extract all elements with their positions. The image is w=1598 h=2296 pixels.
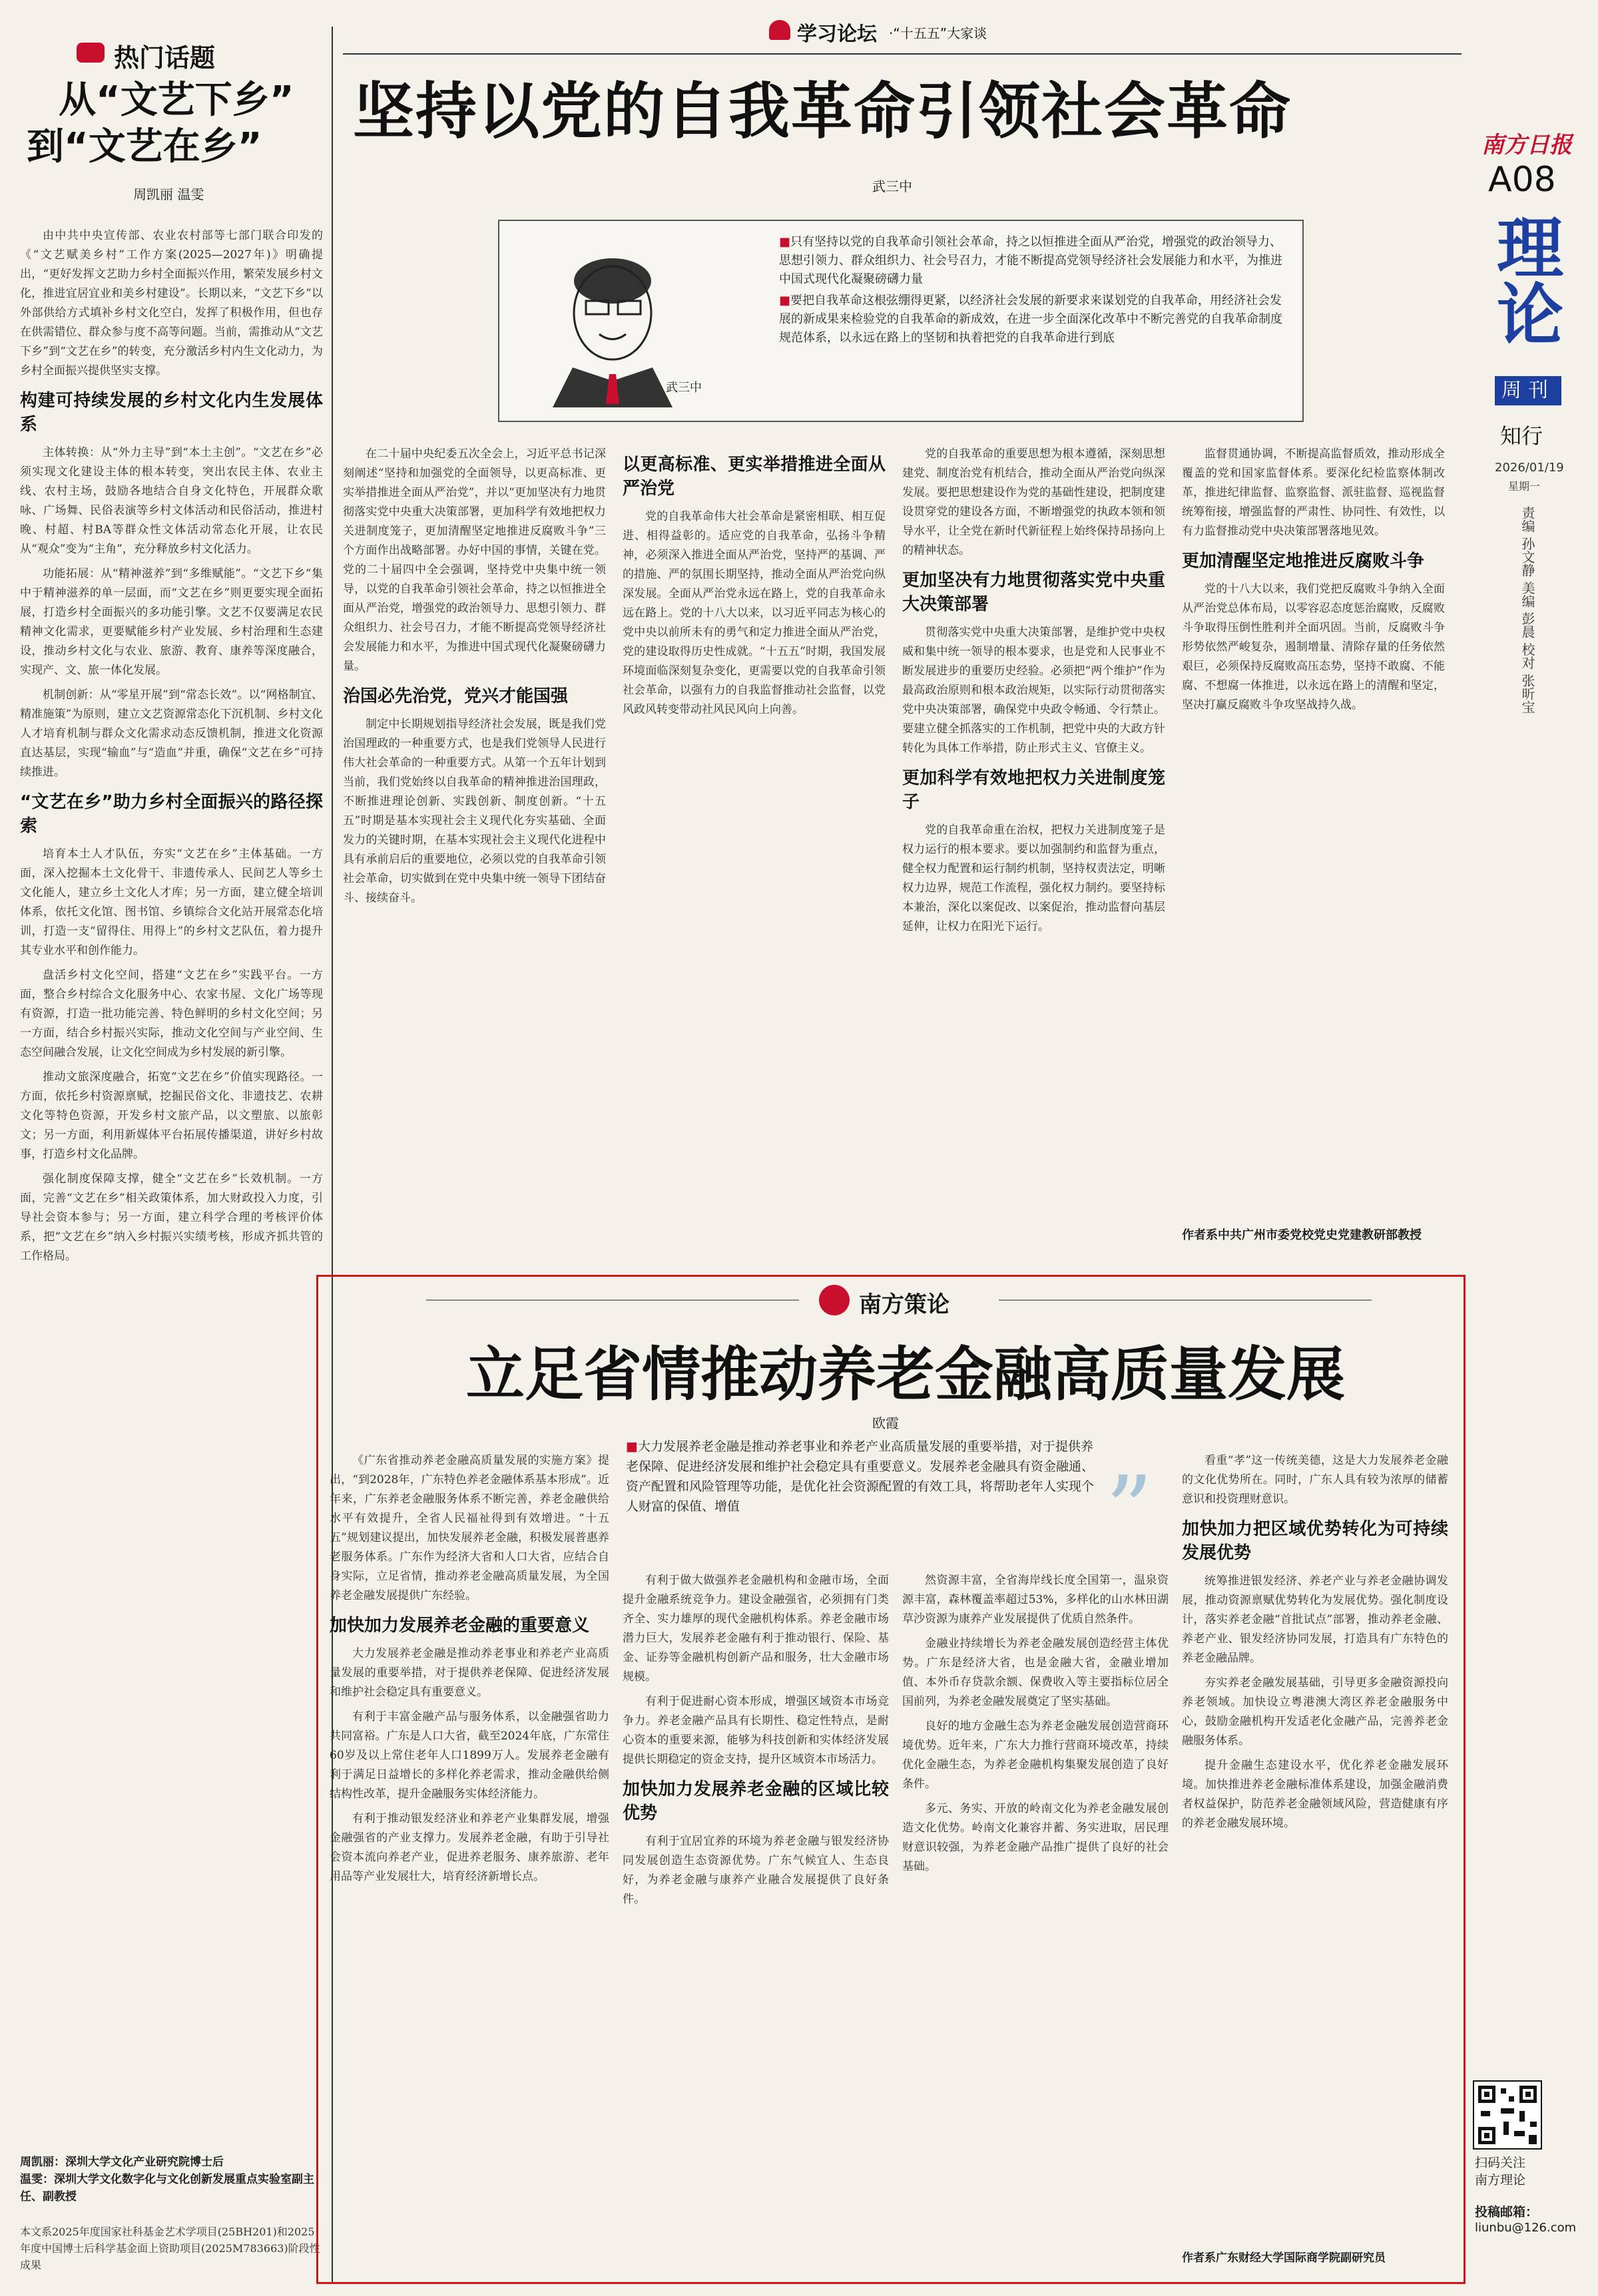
hot-topic-authors: 周凯丽 温雯 [133, 186, 204, 202]
portrait-caption: 武三中 [666, 381, 702, 395]
people-icon [769, 20, 790, 40]
issue-weekday: 星期一 [1508, 480, 1541, 493]
header-rule [343, 53, 1462, 55]
main-article-title: 坚持以党的自我革命引领社会革命 [353, 76, 1292, 147]
policy-title: 立足省情推动养老金融高质量发展 [465, 1340, 1345, 1409]
theme-label: 知行 [1500, 423, 1543, 449]
forum-column-tag: 学习论坛 ·“十五五”大家谈 [769, 17, 1075, 44]
hot-topic-sub1: 构建可持续发展的乡村文化内生发展体系 [20, 391, 323, 435]
weekly-label: 周刊 [1495, 376, 1561, 405]
main-col-1: 在二十届中央纪委五次全会上，习近平总书记深刻阐述“坚持和加强党的全面领导，以更高标准、更实举措推进全面从严治党”，并以“更加坚决有力地贯彻落实党中央重大决策部署，更加科学有效地把权力关进制度笼子，更加清醒坚定地推进反腐败斗争”三个方面作出战略部署。办好中国的事情，关键在党。党的二十届四中全会强调，坚持党中央集中统一领导，以党的自我革命引领社会革命，持之以恒推进全面从严治党，增强党的政治领导力、思想引领力、群众组织力、社会号召力，才能不断提高党领导经济社会发展能力和水平，为推进中国式现代化凝聚磅礴力量。 治国必先治党，党兴才能国强 制定中长期规划指导经济社会发展，既是我们党治国理政的一种重要方式，也是我们党领导人民进行伟大社会革命的一种重要方式。从第一个五年计划到当前，我们党始终以自我革命的精神推进治国理政，不断推进理论创新、实践创新、制度创新。“十五五”时期是基本实现社会主义现代化夯实基础、全面发力的关键时期，在基本实现社会主义现代化进程中具有承前启后的重要地位，必须以党的自我革命引领社会革命，切实做到在党中央集中统一领导下团结奋斗、接续奋斗。 [343, 447, 606, 905]
policy-tag-rule-left [426, 1299, 799, 1301]
policy-tag: 南方策论 [819, 1283, 1019, 1317]
issue-date: 2026/01/19 [1495, 461, 1564, 475]
policy-author: 欧霞 [872, 1415, 899, 1431]
page-number: A08 [1488, 160, 1556, 200]
policy-tag-rule-right [999, 1299, 1372, 1301]
qr-code[interactable] [1473, 2080, 1542, 2150]
main-author-note: 作者系中共广州市委党校党史党建教研部教授 [1182, 1228, 1422, 1242]
policy-summary: ■大力发展养老金融是推动养老事业和养老产业高质量发展的重要举措，对于提供养老保障、促进经济发展和维护社会稳定具有重要意义。发展养老金融具有资金融通、资产配置和风险管理等功能，是优化社会资源配置的有效工具，将帮助老年人实现个人财富的保值、增值 [626, 1439, 1095, 1514]
hot-topic-label: 热门话题 [114, 43, 216, 73]
policy-col-3: 然资源丰富，全省海岸线长度全国第一，温泉资源丰富，森林覆盖率超过53%，多样化的山水林田湖草沙资源为康养产业发展提供了优质自然条件。 金融业持续增长为养老金融发展创造经营主体优势。广东是经济大省，也是金融大省，金融业增加值、本外币存贷款余额、保费收入等主要指标位居全国前列，为养老金融发展奠定了坚实基础。 良好的地方金融生态为养老金融发展创造营商环境优势。近年来，广东大力推行营商环境改革，持续优化金融生态，为养老金融机构集聚发展创造了良好条件。 多元、务实、开放的岭南文化为养老金融发展创造文化优势。岭南文化兼容并蓄、务实进取，居民理财意识较强，为养老金融产品推广提供了良好的社会基础。 [902, 1574, 1169, 1873]
policy-author-note: 作者系广东财经大学国际商学院副研究员 [1182, 2251, 1386, 2265]
hot-topic-sub2: “文艺在乡”助力乡村全面振兴的路径探索 [20, 792, 323, 836]
hot-topic-funding: 本文系2025年度国家社科基金艺术学项目(25BH201)和2025年度中国博士后科学基金面上资助项目(2025M783663)阶段性成果 [20, 2225, 320, 2271]
email-address[interactable]: liunbu@126.com [1475, 2221, 1577, 2235]
hot-topic-author-note: 周凯丽：深圳大学文化产业研究院博士后 温雯：深圳大学文化数字化与文化创新发展重点实验室副主任、副教授 [20, 2156, 314, 2203]
hot-topic-body: 由中共中央宣传部、农业农村部等七部门联合印发的《“文艺赋美乡村”工作方案(2025—2027年)》明确提出，“更好发挥文艺助力乡村全面振兴作用，繁荣发展乡村文化，推进宜居宜业和美乡村建设”。长期以来，“文艺下乡”以外部供给方式填补乡村文化空白，发挥了积极作用，但也存在供需错位、群众参与度不高等问题。当前，需推动从“文艺下乡”到“文艺在乡”的转变，充分激活乡村内生文化动力，为乡村全面振兴提供坚实支撑。 构建可持续发展的乡村文化内生发展体系 主体转换：从“外力主导”到“本土主创”。“文艺在乡”必须实现文化建设主体的根本转变，突出农民主体、农业主线、农村主场，鼓励各地结合自身文化特色，开展群众歌咏、广场舞、民俗表演等乡村文体活动和民俗活动，推进村晚、村超、村BA等群众性文体活动常态化开展，让农民从“观众”变为“主角”，充分释放乡村文化活力。 功能拓展：从“精神滋养”到“多维赋能”。“文艺下乡”集中于精神滋养的单一层面，而“文艺在乡”则更要实现全面拓展，打造乡村全面振兴的多功能引擎。文艺不仅要满足农民精神文化需求，更要赋能乡村产业发展、乡村治理和生态建设，推动乡村文化与农业、旅游、教育、康养等深度融合，实现产、文、旅一体化发展。 机制创新：从“零星开展”到“常态长效”。以“网格制宜、精准施策”为原则，建立文艺资源常态化下沉机制、乡村文化人才培育机制与群众文化需求动态反馈机制，推进文化资源直达基层，实现“输血”与“造血”并重，确保“文艺在乡”可持续推进。 “文艺在乡”助力乡村全面振兴的路径探索 培育本土人才队伍，夯实“文艺在乡”主体基础。一方面，深入挖掘本土文化骨干、非遗传承人、民间艺人等乡土文化能人，建立乡土文化人才库；另一方面，建立健全培训体系，依托文化馆、图书馆、乡镇综合文化站开展常态化培训，打造一支“留得住、用得上”的乡村文艺队伍，着力提升其专业水平和创作能力。 盘活乡村文化空间，搭建“文艺在乡”实践平台。一方面，整合乡村综合文化服务中心、农家书屋、文化广场等现有资源，打造一批功能完善、特色鲜明的乡村文化空间；另一方面，结合乡村振兴实际，推动文化空间与产业空间、生态空间融合发展，让文化空间成为乡村发展的新引擎。 推动文旅深度融合，拓宽“文艺在乡”价值实现路径。一方面，依托乡村资源禀赋，挖掘民俗文化、非遗技艺、农耕文化等特色资源，开发乡村文旅产品，以文塑旅、以旅彰文；另一方面，利用新媒体平台拓展传播渠道，讲好乡村故事，打造乡村文化品牌。 强化制度保障支撑，健全“文艺在乡”长效机制。一方面，完善“文艺在乡”相关政策体系，加大财政投入力度，引导社会资本参与；另一方面，建立科学合理的考核评价体系，把“文艺在乡”纳入乡村振兴实绩考核，形成齐抓共管的工作格局。 [20, 229, 323, 1263]
newspaper-logo: 南方日报 [1481, 132, 1572, 158]
summary-box [498, 220, 1304, 422]
summary-text: ■只有坚持以党的自我革命引领社会革命，持之以恒推进全面从严治党，增强党的政治领导力、思想引领力、群众组织力、社会号召力，才能不断提高党领导经济社会发展能力和水平，为推进中国式现代化凝聚磅礴力量 ■要把自我革命这根弦绷得更紧，以经济社会发展的新要求来谋划党的自我革命，用经济社会发展的新成果来检验党的自我革命的新成效，在进一步全面深化改革中不断完善党的自我革命制度规范体系，以永远在路上的坚韧和执着把党的自我革命进行到底 [779, 235, 1282, 345]
main-article-author: 武三中 [872, 178, 912, 194]
qr-caption: 扫码关注 南方理论 [1475, 2156, 1526, 2187]
speech-bubble-icon [77, 43, 105, 63]
main-col-3: 党的自我革命的重要思想为根本遵循，深刻思想建党、制度治党有机结合，推动全面从严治党向纵深发展。要把思想建设作为党的基础性建设，把制度建设贯穿党的建设各方面，不断增强党的执政本领和领导水平，让全党在新时代新征程上始终保持昂扬向上的精神状态。 更加坚决有力地贯彻落实党中央重大决策部署 贯彻落实党中央重大决策部署，是维护党中央权威和集中统一领导的根本要求，也是党和人民事业不断发展进步的重要历史经验。必须把“两个维护”作为最高政治原则和根本政治规矩，以实际行动贯彻落实党中央决策部署，确保党中央政令畅通、令行禁止。要建立健全抓落实的工作机制，把党中央的大政方针转化为具体工作举措，防止形式主义、官僚主义。 更加科学有效地把权力关进制度笼子 党的自我革命重在治权，把权力关进制度笼子是权力运行的根本要求。要以加强制约和监督为重点，健全权力配置和运行制约机制，坚持权责法定，明晰权力边界，规范工作流程，强化权力制约。要坚持标本兼治，深化以案促改、以案促治，推动监督向基层延伸，让权力在阳光下运行。 [902, 447, 1165, 933]
policy-emblem-icon [819, 1285, 850, 1315]
main-col-2: 以更高标准、更实举措推进全面从严治党 党的自我革命伟大社会革命是紧密相联、相互促进、相得益彰的。适应党的自我革命，弘扬斗争精神，必须深入推进全面从严治党，坚持严的基调、严的措施、严的氛围长期坚持，推动全面从严治党向纵深发展。全面从严治党永远在路上，党的自我革命永远在路上。党的十八大以来，以习近平同志为核心的党中央以前所未有的勇气和定力推进全面从严治党，党的建设取得历史性成就。“十五五”时期，我国发展环境面临深刻复杂变化，更需要以党的自我革命引领社会革命，以强有力的自我监督推动社会监督，以党风政风转变带动社风民风向上向善。 [623, 455, 886, 716]
masthead [1475, 27, 1588, 1271]
policy-col-4: 看重“孝”这一传统美德，这是大力发展养老金融的文化优势所在。同时，广东人具有较为浓厚的储蓄意识和投资理财意识。 加快加力把区域优势转化为可持续发展优势 统筹推进银发经济、养老产业与养老金融协调发展，推动资源禀赋优势转化为发展优势。强化制度设计，落实养老金融“首批试点”部署，推动养老金融、养老产业、银发经济协同发展，打造具有广东特色的养老金融品牌。 夯实养老金融发展基础，引导更多金融资源投向养老领域。加快设立粤港澳大湾区养老金融服务中心，鼓励金融机构开发适老化金融产品，完善养老金融服务体系。 提升金融生态建设水平，优化养老金融发展环境。加快推进养老金融标准体系建设，加强金融消费者权益保护，防范养老金融领域风险，营造健康有序的养老金融发展环境。 [1182, 1454, 1448, 1830]
quote-mark-icon: ” [1105, 1457, 1153, 1565]
policy-col-2: 有利于做大做强养老金融机构和金融市场，全面提升金融系统竞争力。建设金融强省，必须拥有门类齐全、实力雄厚的现代金融机构体系。养老金融市场潜力巨大，发展养老金融有利于推动银行、保险、基金、证券等金融机构创新产品和服务，壮大金融市场规模。 有利于促进耐心资本形成，增强区域资本市场竞争力。养老金融产品具有长期性、稳定性特点，是耐心资本的重要来源，能够为科技创新和实体经济发展提供长期稳定的资金支持，提升区域资本市场活力。 加快加力发展养老金融的区域比较优势 有利于宜居宜养的环境为养老金融与银发经济协同发展创造生态资源优势。广东气候宜人、生态良好，为养老金融与康养产业融合发展提供了良好条件。 [623, 1574, 889, 1906]
editor-credits: 责编 孙文静 美编 彭晨 校对 张昕宝 [1519, 506, 1535, 714]
qr-code-icon [1474, 2082, 1541, 2148]
hot-topic-header [77, 37, 276, 73]
main-col-4: 监督贯通协调，不断提高监督质效，推动形成全覆盖的党和国家监督体系。要深化纪检监察体制改革，推进纪律监督、监察监督、派驻监督、巡视监督统筹衔接，增强监督的严肃性、协同性、有效性，以有力监督推动党中央决策部署落地见效。 更加清醒坚定地推进反腐败斗争 党的十八大以来，我们党把反腐败斗争纳入全面从严治党总体布局，以零容忍态度惩治腐败，反腐败斗争取得压倒性胜利并全面巩固。当前，反腐败斗争形势依然严峻复杂，遏制增量、清除存量的任务依然艰巨，必须保持反腐败高压态势，坚持不敢腐、不能腐、不想腐一体推进，以永远在路上的清醒和坚定，坚决打赢反腐败斗争攻坚战持久战。 [1182, 447, 1445, 712]
policy-col-1: 《广东省推动养老金融高质量发展的实施方案》提出，“到2028年，广东特色养老金融体系基本形成”。近年来，广东养老金融服务体系不断完善，养老金融供给水平有效提升，全省人民福祉得到有效增进。“十五五”规划建议提出，加快发展养老金融，积极发展普惠养老服务体系。广东作为经济大省和人口大省，应结合自身实际，立足省情，推动养老金融高质量发展，为全国养老金融发展提供广东经验。 加快加力发展养老金融的重要意义 大力发展养老金融是推动养老事业和养老产业高质量发展的重要举措，对于提供养老保障、促进经济发展和维护社会稳定具有重要意义。 有利于丰富金融产品与服务体系，以金融强省助力共同富裕。广东是人口大省，截至2024年底，广东常住60岁及以上常住老年人口1899万人。发展养老金融有利于满足日益增长的多样化养老需求，推动金融供给侧结构性改革，提升金融服务实体经济能力。 有利于推动银发经济业和养老产业集群发展，增强金融强省的产业支撑力。发展养老金融，有助于引导社会资本流向养老产业，促进养老服务、康养旅游、老年用品等产业发展壮大，培育经济新增长点。 [330, 1454, 609, 1883]
email-label: 投稿邮箱： [1475, 2205, 1539, 2219]
section-name: 理论 [1485, 213, 1564, 346]
hot-topic-title-2: 到“文艺在乡” [27, 125, 262, 168]
hot-topic-title-1: 从“文艺下乡” [59, 79, 294, 122]
